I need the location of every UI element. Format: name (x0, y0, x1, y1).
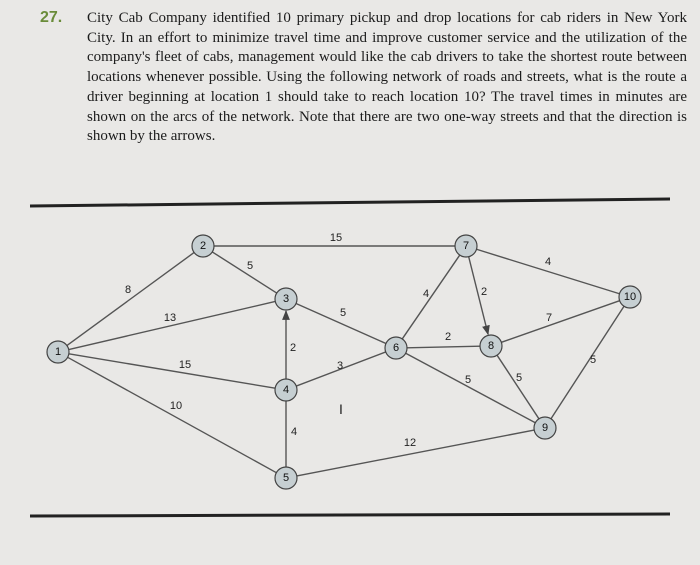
node-label: 10 (623, 291, 637, 303)
arc-9-10 (551, 306, 624, 419)
arc-time-6-7: 4 (422, 288, 430, 300)
arc-2-3 (212, 252, 276, 293)
arc-time-1-3: 13 (163, 312, 177, 324)
arc-1-3 (69, 301, 276, 349)
node-label: 1 (54, 346, 62, 358)
node-1 (47, 341, 69, 363)
arc-1-4 (69, 354, 275, 388)
node-4 (275, 379, 297, 401)
node-label: 9 (541, 422, 549, 434)
node-9 (534, 417, 556, 439)
node-3 (275, 288, 297, 310)
arc-time-2-3: 5 (246, 260, 254, 272)
arc-6-9 (406, 353, 536, 423)
node-label: 3 (282, 293, 290, 305)
arc-6-7 (402, 255, 460, 339)
arc-time-8-10: 7 (545, 312, 553, 324)
arc-8-9 (497, 355, 539, 419)
node-2 (192, 235, 214, 257)
arc-time-5-9: 12 (403, 437, 417, 449)
node-label: 5 (282, 472, 290, 484)
arc-time-4-3: 2 (289, 342, 297, 354)
node-label: 6 (392, 342, 400, 354)
arc-time-6-9: 5 (464, 374, 472, 386)
node-label: 7 (462, 240, 470, 252)
problem-text: City Cab Company identified 10 primary pickup and drop locations for cab riders in New York City. In an effort to minimize travel time and improve customer service and the utilization of the company's fleet of cabs, management would like the cab drivers to take the shortest route between locations whenever possible. Using the following network of roads and streets, what is the route a driver beginning at location 1 should take to reach location 10? The travel times in minutes are shown on the arcs of the network. Note that there are two one-way streets and that the direction is shown by the arrows. (87, 10, 687, 145)
arc-1-2 (67, 252, 194, 345)
arc-time-7-8: 2 (480, 286, 488, 298)
arc-time-9-10: 5 (589, 354, 597, 366)
stray-mark: I (339, 401, 343, 417)
network-edges (67, 246, 624, 476)
arc-time-7-10: 4 (544, 256, 552, 268)
arc-time-4-6: 3 (336, 360, 344, 372)
node-10 (619, 286, 641, 308)
arc-time-2-7: 15 (329, 232, 343, 244)
arc-time-1-2: 8 (124, 284, 132, 296)
node-5 (275, 467, 297, 489)
top-rule (30, 199, 670, 206)
arc-1-5 (68, 357, 277, 472)
arc-time-1-4: 15 (178, 359, 192, 371)
node-6 (385, 337, 407, 359)
bottom-rule (30, 514, 670, 516)
node-8 (480, 335, 502, 357)
arc-time-4-5: 4 (290, 426, 298, 438)
arc-time-3-6: 5 (339, 307, 347, 319)
network-marks (339, 401, 343, 417)
arc-time-6-8: 2 (444, 331, 452, 343)
arc-time-8-9: 5 (515, 372, 523, 384)
node-label: 8 (487, 340, 495, 352)
node-label: 2 (199, 240, 207, 252)
arc-time-1-5: 10 (169, 400, 183, 412)
node-label: 4 (282, 384, 290, 396)
problem-number: 27. (40, 9, 63, 26)
arc-6-8 (407, 346, 480, 348)
arc-8-10 (501, 301, 619, 343)
node-7 (455, 235, 477, 257)
